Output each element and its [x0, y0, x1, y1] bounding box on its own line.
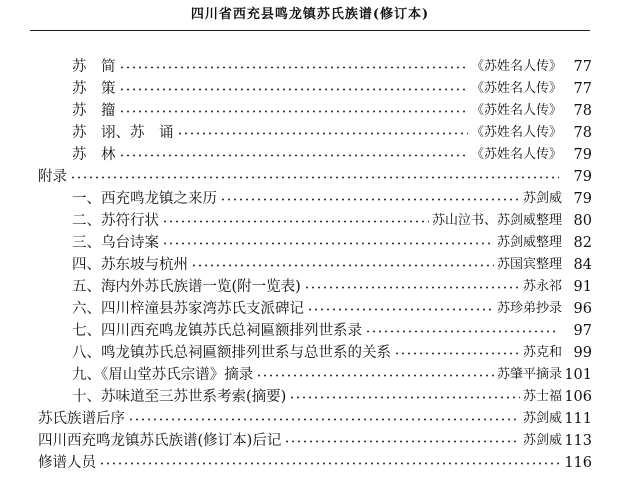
toc-entry-title: 五、海内外苏氏族谱一览(附一览表): [72, 279, 301, 295]
dot-leader: [128, 418, 520, 421]
toc-entry-page: 77: [573, 81, 592, 97]
toc-entry-page: 77: [573, 59, 592, 75]
dot-leader: [284, 440, 520, 443]
toc-entry-page: 79: [573, 191, 592, 207]
toc-entry-page: 96: [573, 301, 592, 317]
dot-leader: [119, 110, 468, 113]
toc-entry[interactable]: [72, 56, 592, 78]
toc-entry-author: 苏肇平摘录: [496, 367, 562, 382]
toc-entry-author: 苏永祁: [522, 279, 562, 294]
toc-entry-page: 78: [573, 103, 592, 119]
toc-entry-author: 苏士福: [522, 389, 562, 404]
toc-entry-page: 80: [573, 213, 592, 229]
dot-leader: [119, 154, 468, 157]
dot-leader: [307, 308, 494, 311]
toc-entry-title: 八、鸣龙镇苏氏总祠匾额排列世系与总世系的关系: [72, 345, 391, 361]
toc-entry-author: 苏剑威: [522, 191, 562, 206]
dot-leader: [191, 264, 494, 267]
toc-entry-title: 附录: [38, 169, 67, 185]
toc-entry-author: 《苏姓名人传》: [470, 147, 562, 162]
toc-entry-title: 九、《眉山堂苏氏宗谱》摘录: [72, 367, 254, 383]
dot-leader: [394, 352, 520, 355]
dot-leader: [99, 462, 559, 465]
toc-entry-page: 79: [573, 147, 592, 163]
toc-entry[interactable]: [72, 100, 592, 122]
dot-leader: [119, 88, 468, 91]
toc-entry[interactable]: [38, 430, 592, 452]
toc-entry[interactable]: [72, 210, 592, 232]
toc-entry-author: 苏剑威: [522, 411, 562, 426]
toc-entry[interactable]: [72, 232, 592, 254]
toc-entry[interactable]: [72, 122, 592, 144]
toc-entry-page: 113: [564, 433, 592, 449]
toc-entry-page: 111: [564, 411, 592, 427]
toc-entry[interactable]: [72, 276, 592, 298]
toc-entry[interactable]: [72, 188, 592, 210]
toc-entry-page: 97: [573, 323, 592, 339]
toc-entry-page: 101: [564, 367, 592, 383]
toc-entry-title: 苏 林: [72, 147, 116, 163]
toc-entry[interactable]: [72, 320, 592, 342]
toc-entry-title: 七、四川西充鸣龙镇苏氏总祠匾额排列世系录: [72, 323, 362, 339]
toc-entry-title: 修谱人员: [38, 455, 96, 471]
toc-entry-author: 《苏姓名人传》: [470, 59, 562, 74]
toc-entry-author: 苏剑威: [522, 433, 562, 448]
header-rule: [30, 30, 590, 31]
toc-entry[interactable]: [72, 364, 592, 386]
toc-entry-title: 四、苏东坡与杭州: [72, 257, 188, 273]
dot-leader: [304, 286, 520, 289]
dot-leader: [289, 396, 520, 399]
toc-entry-author: 苏山泣书、苏剑威整理: [431, 213, 562, 228]
toc-entry-author: 《苏姓名人传》: [470, 125, 562, 140]
dot-leader: [162, 220, 429, 223]
toc-entry-title: 二、苏符行状: [72, 213, 159, 229]
dot-leader: [177, 132, 468, 135]
toc-entry[interactable]: [38, 408, 592, 430]
toc-entry-author: 《苏姓名人传》: [470, 81, 562, 96]
toc-entry-title: 苏 籀: [72, 103, 116, 119]
toc-entry-author: 苏国宾整理: [496, 257, 562, 272]
dot-leader: [220, 198, 520, 201]
toc-entry[interactable]: [38, 452, 592, 474]
dot-leader: [256, 374, 494, 377]
toc-entry[interactable]: [38, 166, 592, 188]
toc-entry-page: 91: [573, 279, 592, 295]
toc-entry-title: 苏 策: [72, 81, 116, 97]
toc-entry-title: 一、西充鸣龙镇之来历: [72, 191, 217, 207]
running-header: 四川省西充县鸣龙镇苏氏族谱(修订本): [190, 7, 430, 22]
dot-leader: [365, 330, 559, 333]
toc-entry[interactable]: [72, 342, 592, 364]
toc-entry-author: 苏剑威整理: [496, 235, 562, 250]
toc-entry-page: 82: [573, 235, 592, 251]
toc-entry-title: 十、苏味道至三苏世系考索(摘要): [72, 389, 287, 405]
toc-entry-page: 106: [564, 389, 592, 405]
toc-entry[interactable]: [72, 254, 592, 276]
toc-entry[interactable]: [72, 78, 592, 100]
toc-entry-title: 苏 诩、苏 诵: [72, 125, 174, 141]
toc-entry-page: 84: [573, 257, 592, 273]
toc-entry-page: 78: [573, 125, 592, 141]
toc-entry-title: 四川西充鸣龙镇苏氏族谱(修订本)后记: [38, 433, 282, 449]
toc-entry-author: 苏珍弟抄录: [496, 301, 562, 316]
toc-entry-page: 79: [573, 169, 592, 185]
toc-entry-author: 《苏姓名人传》: [470, 103, 562, 118]
toc-entry[interactable]: [72, 144, 592, 166]
toc-entry-title: 三、乌台诗案: [72, 235, 159, 251]
toc-entry[interactable]: [72, 386, 592, 408]
toc-entry-title: 六、四川梓潼县苏家湾苏氏支派碑记: [72, 301, 304, 317]
toc-entry-title: 苏 简: [72, 59, 116, 75]
toc-entry-title: 苏氏族谱后序: [38, 411, 125, 427]
dot-leader: [162, 242, 494, 245]
toc-entry-page: 116: [564, 455, 592, 471]
dot-leader: [119, 66, 468, 69]
toc-entry-page: 99: [573, 345, 592, 361]
toc-entry[interactable]: [72, 298, 592, 320]
dot-leader: [70, 176, 559, 179]
toc-entry-author: 苏克和: [522, 345, 562, 360]
